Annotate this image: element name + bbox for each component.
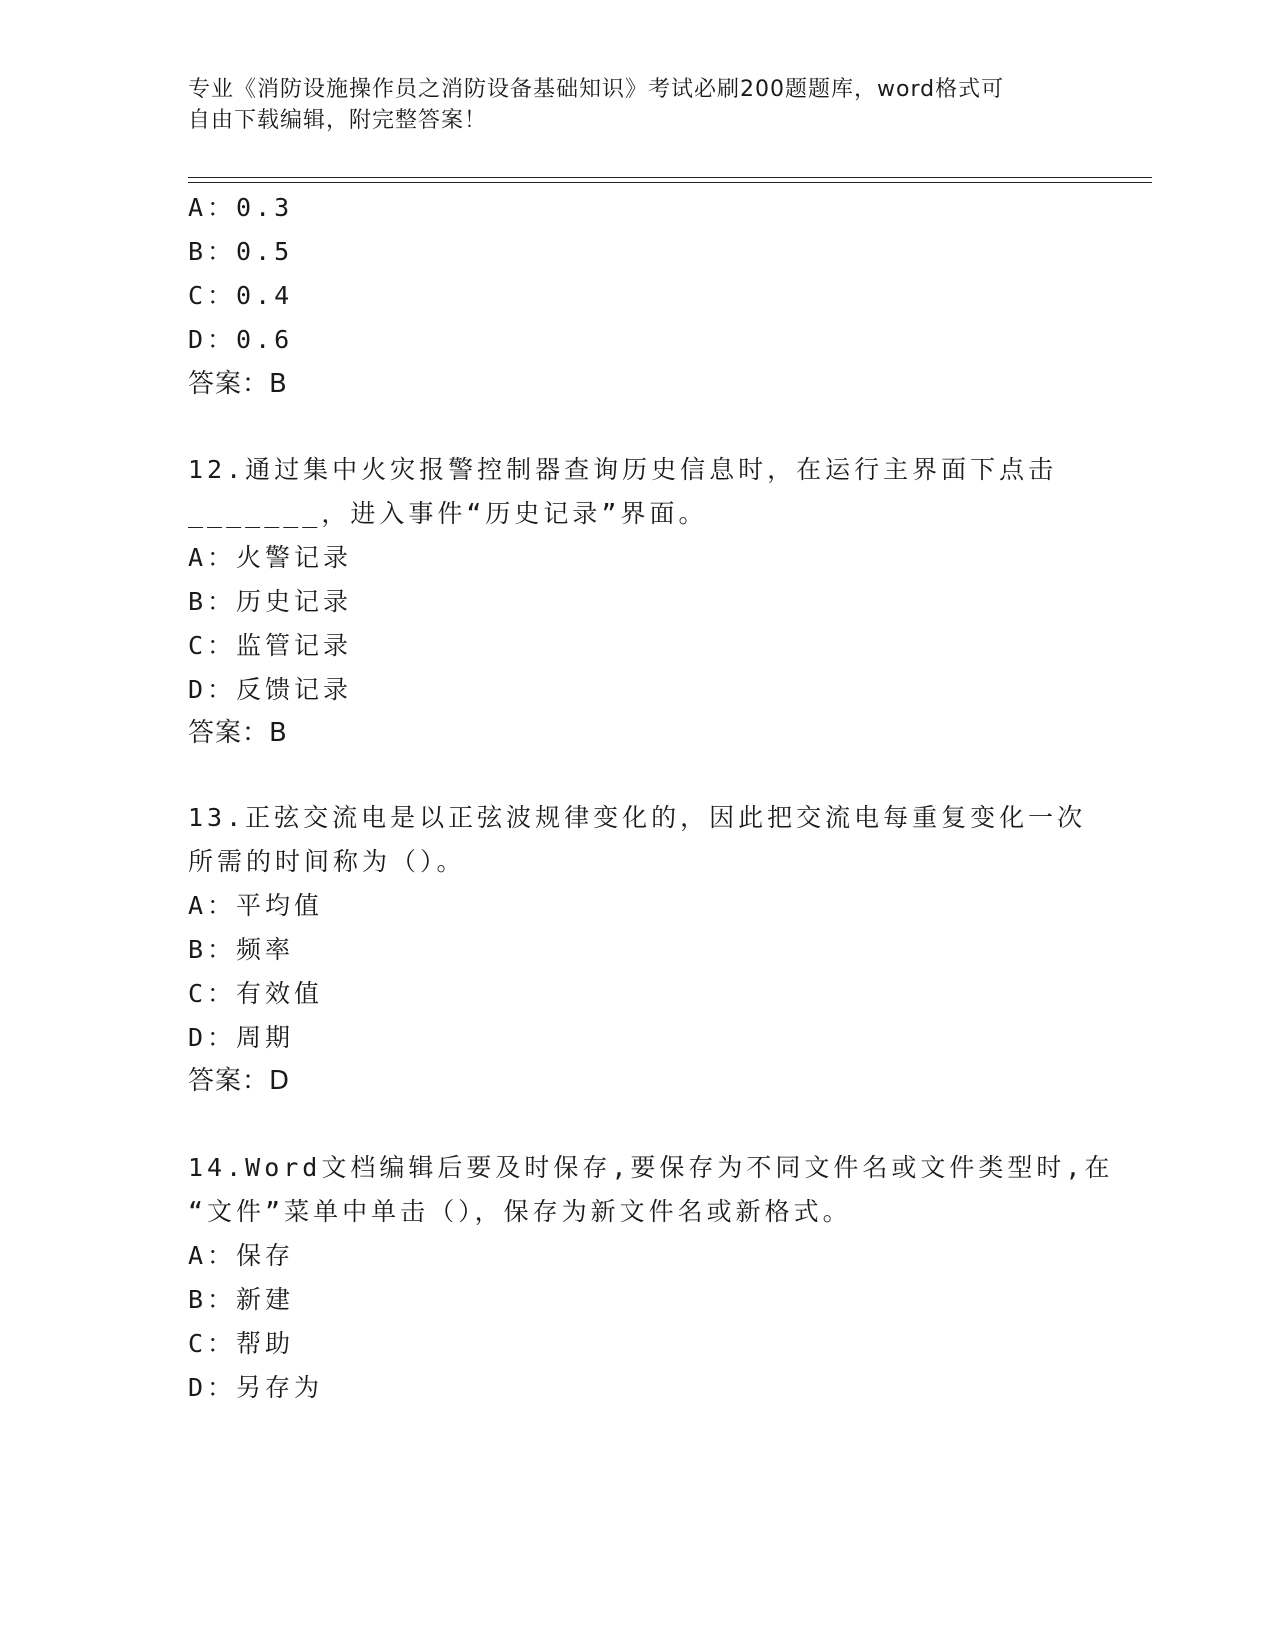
q11-option-c: C：0.4 bbox=[188, 281, 294, 310]
q12-question-line-1: 12.通过集中火灾报警控制器查询历史信息时，在运行主界面下点击 bbox=[188, 455, 1058, 484]
q11-option-a: A：0.3 bbox=[188, 193, 294, 222]
q12-option-a: A：火警记录 bbox=[188, 543, 353, 572]
header-divider-bottom bbox=[188, 182, 1152, 183]
q12-question-line-2: _______，进入事件“历史记录”界面。 bbox=[188, 499, 708, 528]
q14-question-line-1: 14.Word文档编辑后要及时保存,要保存为不同文件名或文件类型时,在 bbox=[188, 1153, 1114, 1182]
q13-option-b: B：频率 bbox=[188, 935, 295, 964]
q13-question-line-2: 所需的时间称为（）。 bbox=[188, 847, 466, 876]
q14-option-c: C：帮助 bbox=[188, 1329, 295, 1358]
q11-answer: 答案：B bbox=[188, 369, 288, 399]
q12-answer: 答案：B bbox=[188, 718, 288, 748]
q12-option-d: D：反馈记录 bbox=[188, 675, 353, 704]
header-line-2: 自由下载编辑，附完整答案！ bbox=[188, 108, 488, 133]
q14-option-a: A：保存 bbox=[188, 1241, 295, 1270]
q13-option-c: C：有效值 bbox=[188, 979, 324, 1008]
q14-option-d: D：另存为 bbox=[188, 1373, 324, 1402]
q11-option-d: D：0.6 bbox=[188, 325, 294, 354]
q12-option-c: C：监管记录 bbox=[188, 631, 353, 660]
q11-option-b: B：0.5 bbox=[188, 237, 294, 266]
q13-option-a: A：平均值 bbox=[188, 891, 324, 920]
q12-option-b: B：历史记录 bbox=[188, 587, 353, 616]
q13-option-d: D：周期 bbox=[188, 1023, 295, 1052]
q13-question-line-1: 13.正弦交流电是以正弦波规律变化的，因此把交流电每重复变化一次 bbox=[188, 803, 1087, 832]
header-line-1: 专业《消防设施操作员之消防设备基础知识》考试必刷200题题库，word格式可 bbox=[188, 77, 1005, 102]
q13-answer: 答案：D bbox=[188, 1066, 291, 1096]
q14-question-line-2: “文件”菜单中单击（），保存为新文件名或新格式。 bbox=[188, 1197, 852, 1226]
document-header bbox=[188, 74, 1068, 136]
header-divider-top bbox=[188, 177, 1152, 178]
q14-option-b: B：新建 bbox=[188, 1285, 295, 1314]
